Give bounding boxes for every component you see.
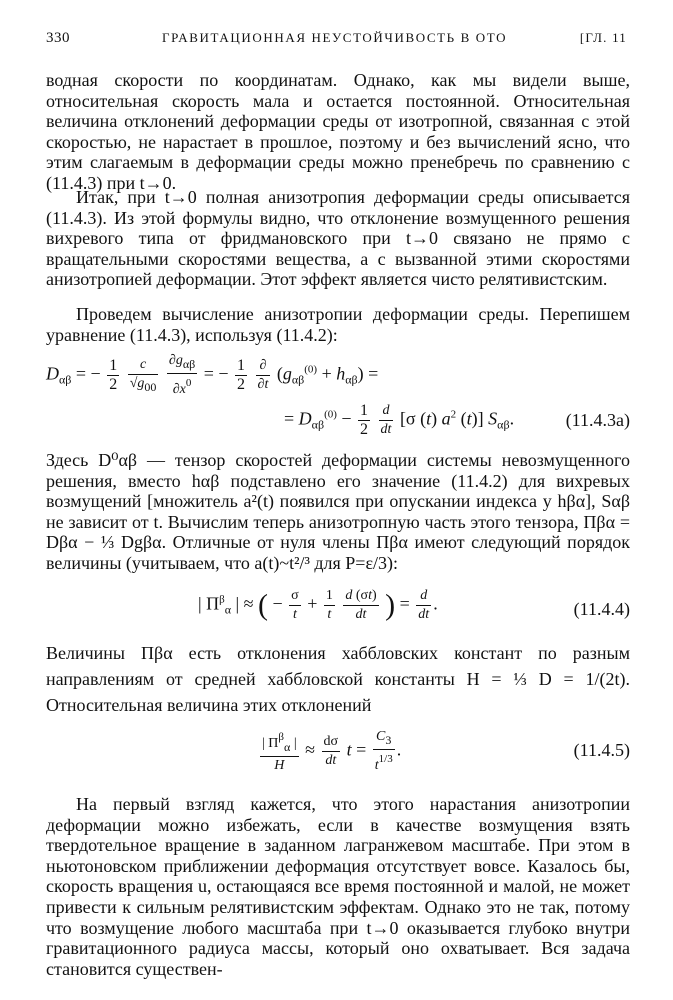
- equation-11-4-3a-line1: $D_{\alpha\beta}$ = − $\frac{1}{2}$ $\frac{c}{√g00}$ $\frac{\text{∂gαβ}}{\partial x^0}$ = − $\frac{1}{2}$ $\frac{\partial}{\partial t}$ $(g_{\alpha\beta}^{(0)} + h_{\alpha\beta})$ =: [46, 353, 379, 397]
- paragraph-2: Итак, при t→0 полная анизотропия деформации среды описывается (11.4.3). Из этой формулы видно, что отклонение возмущенного решения вихревого типа от фридмановского при t→0 связано не прямо с вращательными скоростями вещества, а с вызванной этими скоростями анизотропией деформации. Этот эффект является чисто релятивистским.: [46, 187, 630, 290]
- paragraph-4: Здесь D⁰αβ — тензор скоростей деформации системы невозмущенного решения, вместо hαβ подставлено его значение (11.4.2) для вихревых возмущений [множитель a²(t) появился при опускании индекса у hβα], Sαβ не зависит от t. Вычислим теперь анизотропную часть этого тензора, Πβα = Dβα − ⅓ Dgβα. Отличные от нуля члены Πβα имеют следующий порядок величины (учитываем, что a(t)~t²/³ для P=ε/3):: [46, 450, 630, 573]
- running-title: ГРАВИТАЦИОННАЯ НЕУСТОЙЧИВОСТЬ В ОТО: [162, 30, 508, 45]
- chapter-label: [ГЛ. 11: [579, 30, 627, 45]
- equation-number-11-4-5: (11.4.5): [573, 740, 630, 760]
- page-header: [46, 30, 627, 52]
- page-number: 330: [46, 30, 70, 46]
- book-page: 330 ГРАВИТАЦИОННАЯ НЕУСТОЙЧИВОСТЬ В ОТО [ГЛ. 11 водная скорости по координатам. Однако, как мы видели выше, относительная скорость мала и остается постоянной. Относительная величина отклонений деформации среды от изотропной, связанная с этой скоростью, не нарастает в прошлое, поэтому и без вычислений ясно, что этим слагаемым в деформации среды можно пренебречь по сравнению с (11.4.3) при t→0. Итак, при t→0 полная анизотропия деформации среды описывается (11.4.3). Из этой формулы видно, что отклонение возмущенного решения вихревого типа от фридмановского при t→0 связано не прямо с вращательными скоростями вещества, а с вызванной этими скоростями анизотропией деформации. Этот эффект является чисто релятивистским. Проведем вычисление анизотропии деформации среды. Перепишем уравнение (11.4.3), используя (11.4.2): $D_{\alpha\beta}$ = − $\frac{1}{2}$ $\frac{c}{√g00}$ $\frac{\text{∂gαβ}}{\partial x^0}$ = − $\frac{1}{2}$ $\frac{\partial}{\partial t}$ $(g_{\alpha\beta}^{(0)} + h_{\alpha\beta})$ = = $D_{\alpha\beta}^{(0)}$ − $\frac{1}{2}$ $\frac{d}{dt}$ [σ (t) $a^2$ (t)] $S_{\alpha\beta}$. (11.4.3а) Здесь D⁰αβ — тензор скоростей деформации системы невозмущенного решения, вместо hαβ подставлено его значение (11.4.2) для вихревых возмущений [множитель a²(t) появился при опускании индекса у hβα], Sαβ не зависит от t. Вычислим теперь анизотропную часть этого тензора, Πβα = Dβα − ⅓ Dgβα. Отличные от нуля члены Πβα имеют следующий порядок величины (учитываем, что a(t)~t²/³ для P=ε/3): | $\Pi^\beta_\alpha$ | ≈ ( − $\frac{\sigma}{t}$ + $\frac{1}{t}$ $\frac{d (\sigma t)}{dt}$ ) = $\frac{d}{dt}$ . (11.4.4) Величины Πβα есть отклонения хаббловских констант по разным направлениям от средней хаббловской константы H = ⅓ D = 1/(2t). Относительная величина этих отклонений $\frac{| \Pi^\beta\alpha |}{H}$ ≈ $\frac{d\sigma}{dt}$ t = $\frac{C3}{t^{1/3}}$ . (11.4.5) На первый взгляд кажется, что этого нарастания анизотропии деформации можно избежать, если в качестве возмущения взять твердотельное вращение в заданном лагранжевом масштабе. При этом в ньютоновском приближении деформация отсутствует вовсе. Казалось бы, скорость вращения u, остающаяся все время постоянной и малой, не может привести к сильным релятивистским эффектам. Однако это не так, потому что возмущение любого масштаба при t→0 оказывается глубоко внутри гравитационного радиуса массы, который оно охватывает. Вся задача становится существен-: [46, 30, 630, 979]
- paragraph-6-block: [46, 794, 630, 979]
- paragraph-2-block: [46, 187, 630, 290]
- paragraph-1: водная скорости по координатам. Однако, как мы видели выше, относительная скорость мала и остается постоянной. Относительная величина отклонений деформации среды от изотропной, связанная с этой скоростью, не нарастает в прошлое, поэтому и без вычислений ясно, что этим слагаемым в деформации среды можно пренебречь по сравнению с (11.4.3) при t→0.: [46, 70, 630, 193]
- paragraph-3: Проведем вычисление анизотропии деформации среды. Перепишем уравнение (11.4.3), используя (11.4.2):: [46, 304, 630, 345]
- paragraph-5: Величины Πβα есть отклонения хаббловских констант по разным направлениям от средней хаббловской константы H = ⅓ D = 1/(2t). Относительная величина этих отклонений: [46, 643, 630, 715]
- paragraph-3-block: [46, 304, 630, 345]
- paragraph-4-block: [46, 450, 630, 574]
- paragraph-5-block: [46, 640, 630, 718]
- equation-number-11-4-3a: (11.4.3а): [565, 410, 630, 430]
- paragraph-1-block: [46, 70, 630, 194]
- paragraph-6: На первый взгляд кажется, что этого нарастания анизотропии деформации можно избежать, если в качестве возмущения взять твердотельное вращение в заданном лагранжевом масштабе. При этом в ньютоновском приближении деформация отсутствует вовсе. Казалось бы, скорость вращения u, остающаяся все время постоянной и малой, не может привести к сильным релятивистским эффектам. Однако это не так, потому что возмущение любого масштаба при t→0 оказывается глубоко внутри гравитационного радиуса массы, который оно охватывает. Вся задача становится существен-: [46, 794, 630, 979]
- equation-number-11-4-4: (11.4.4): [573, 599, 630, 619]
